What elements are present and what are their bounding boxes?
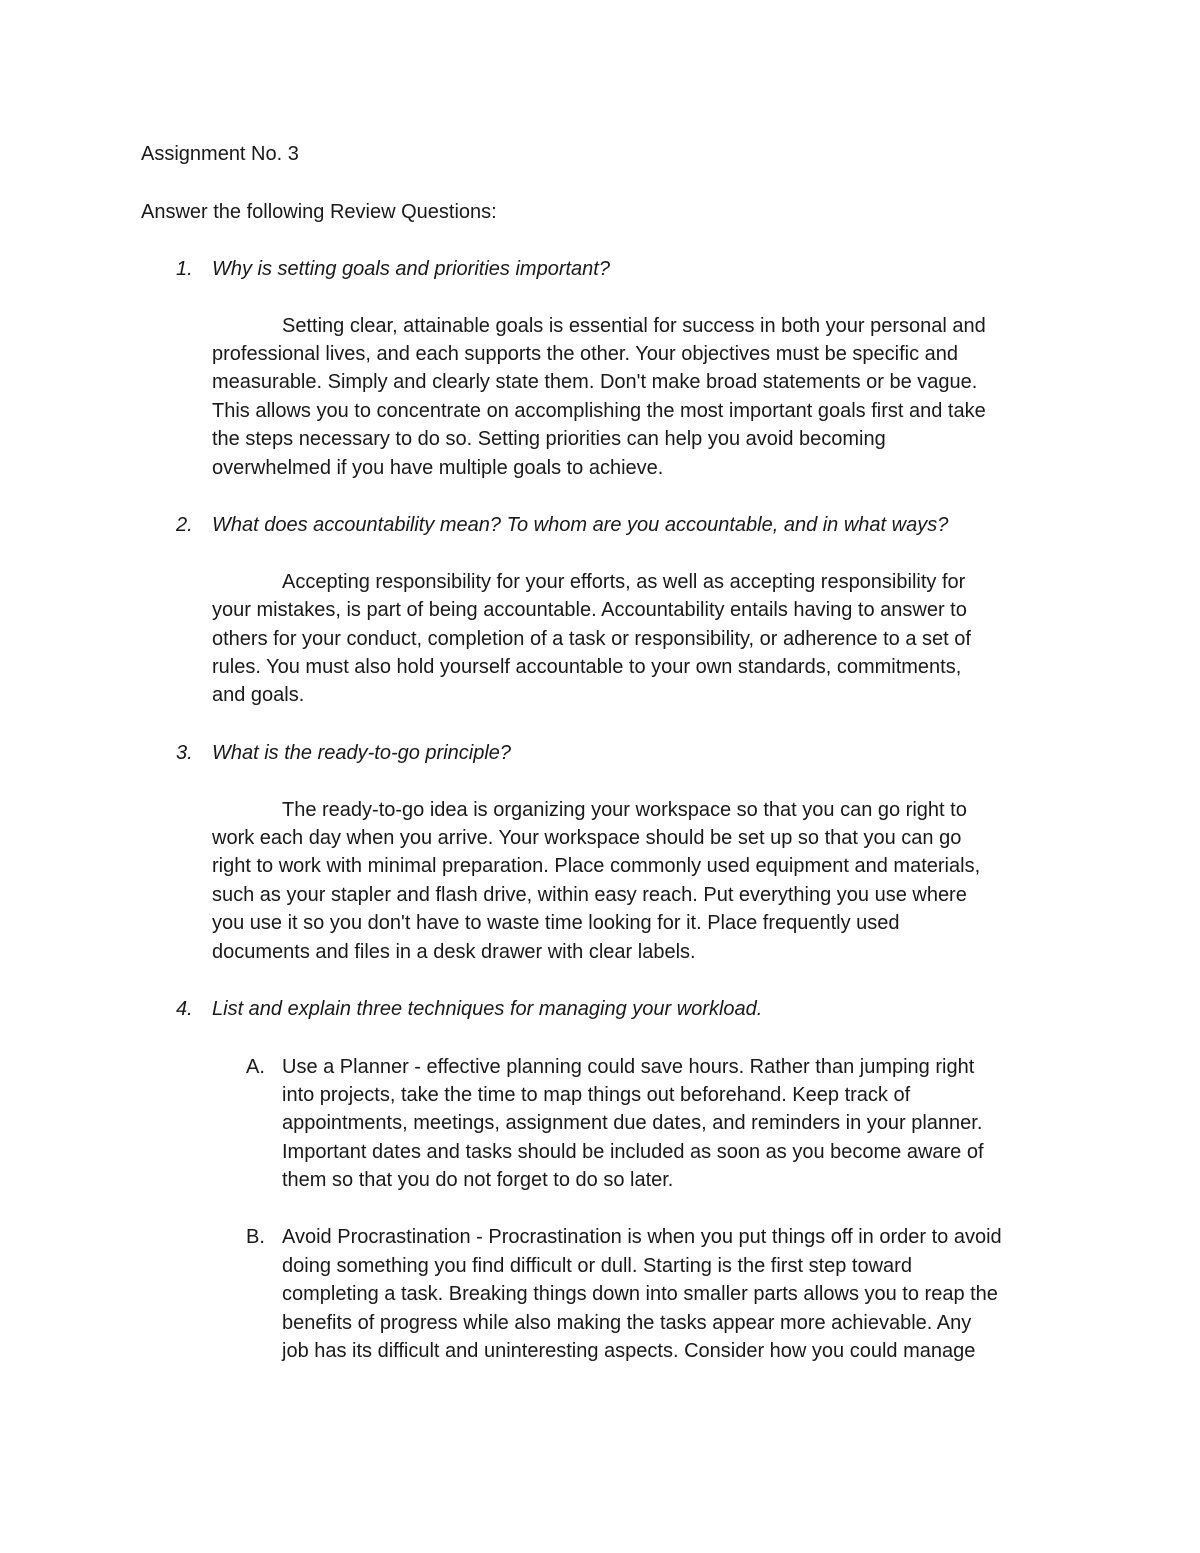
answer-line: work each day when you arrive. Your workspace should be set up so that you can go bbox=[212, 827, 962, 849]
answer-line: your mistakes, is part of being accountable. Accountability entails having to answer to bbox=[212, 599, 967, 621]
document-title: Assignment No. 3 bbox=[141, 143, 299, 165]
answer-line: right to work with minimal preparation. Place commonly used equipment and materials, bbox=[212, 855, 981, 877]
question-number: 2. bbox=[176, 514, 193, 536]
answer-line: and goals. bbox=[212, 684, 305, 706]
subitem-line: completing a task. Breaking things down into smaller parts allows you to reap the bbox=[282, 1283, 998, 1305]
answer-line: The ready-to-go idea is organizing your workspace so that you can go right to bbox=[282, 799, 967, 821]
answer-line: such as your stapler and flash drive, within easy reach. Put everything you use where bbox=[212, 884, 967, 906]
subitem-line: them so that you do not forget to do so later. bbox=[282, 1169, 674, 1191]
subitem-line: Use a Planner - effective planning could save hours. Rather than jumping right bbox=[282, 1056, 975, 1078]
answer-line: Accepting responsibility for your efforts, as well as accepting responsibility for bbox=[282, 571, 966, 593]
answer-line: rules. You must also hold yourself accountable to your own standards, commitments, bbox=[212, 656, 962, 678]
subitem-letter: B. bbox=[246, 1226, 265, 1248]
question-text: List and explain three techniques for managing your workload. bbox=[212, 998, 763, 1020]
question-text: Why is setting goals and priorities important? bbox=[212, 258, 610, 280]
answer-line: the steps necessary to do so. Setting priorities can help you avoid becoming bbox=[212, 428, 886, 450]
subitem-line: Important dates and tasks should be included as soon as you become aware of bbox=[282, 1141, 984, 1163]
subitem-letter: A. bbox=[246, 1056, 265, 1078]
answer-line: you use it so you don't have to waste time looking for it. Place frequently used bbox=[212, 912, 900, 934]
question-text: What does accountability mean? To whom are you accountable, and in what ways? bbox=[212, 514, 949, 536]
question-number: 3. bbox=[176, 742, 193, 764]
answer-line: documents and files in a desk drawer with clear labels. bbox=[212, 941, 696, 963]
answer-line: others for your conduct, completion of a task or responsibility, or adherence to a set of bbox=[212, 628, 971, 650]
subitem-line: benefits of progress while also making the tasks appear more achievable. Any bbox=[282, 1312, 972, 1334]
subitem-line: job has its difficult and uninteresting aspects. Consider how you could manage bbox=[282, 1340, 976, 1362]
subitem-line: Avoid Procrastination - Procrastination is when you put things off in order to avoid bbox=[282, 1226, 1002, 1248]
answer-line: measurable. Simply and clearly state them. Don't make broad statements or be vague. bbox=[212, 371, 978, 393]
subitem-line: into projects, take the time to map things out beforehand. Keep track of bbox=[282, 1084, 911, 1106]
answer-line: This allows you to concentrate on accomplishing the most important goals first and take bbox=[212, 400, 986, 422]
subitem-line: doing something you find difficult or dull. Starting is the first step toward bbox=[282, 1255, 912, 1277]
question-number: 1. bbox=[176, 258, 193, 280]
question-number: 4. bbox=[176, 998, 193, 1020]
answer-line: overwhelmed if you have multiple goals to achieve. bbox=[212, 457, 664, 479]
question-text: What is the ready-to-go principle? bbox=[212, 742, 512, 764]
answer-line: professional lives, and each supports the other. Your objectives must be specific and bbox=[212, 343, 959, 365]
subitem-line: appointments, meetings, assignment due dates, and reminders in your planner. bbox=[282, 1112, 983, 1134]
instruction-text: Answer the following Review Questions: bbox=[141, 201, 497, 223]
answer-line: Setting clear, attainable goals is essential for success in both your personal and bbox=[282, 315, 986, 337]
